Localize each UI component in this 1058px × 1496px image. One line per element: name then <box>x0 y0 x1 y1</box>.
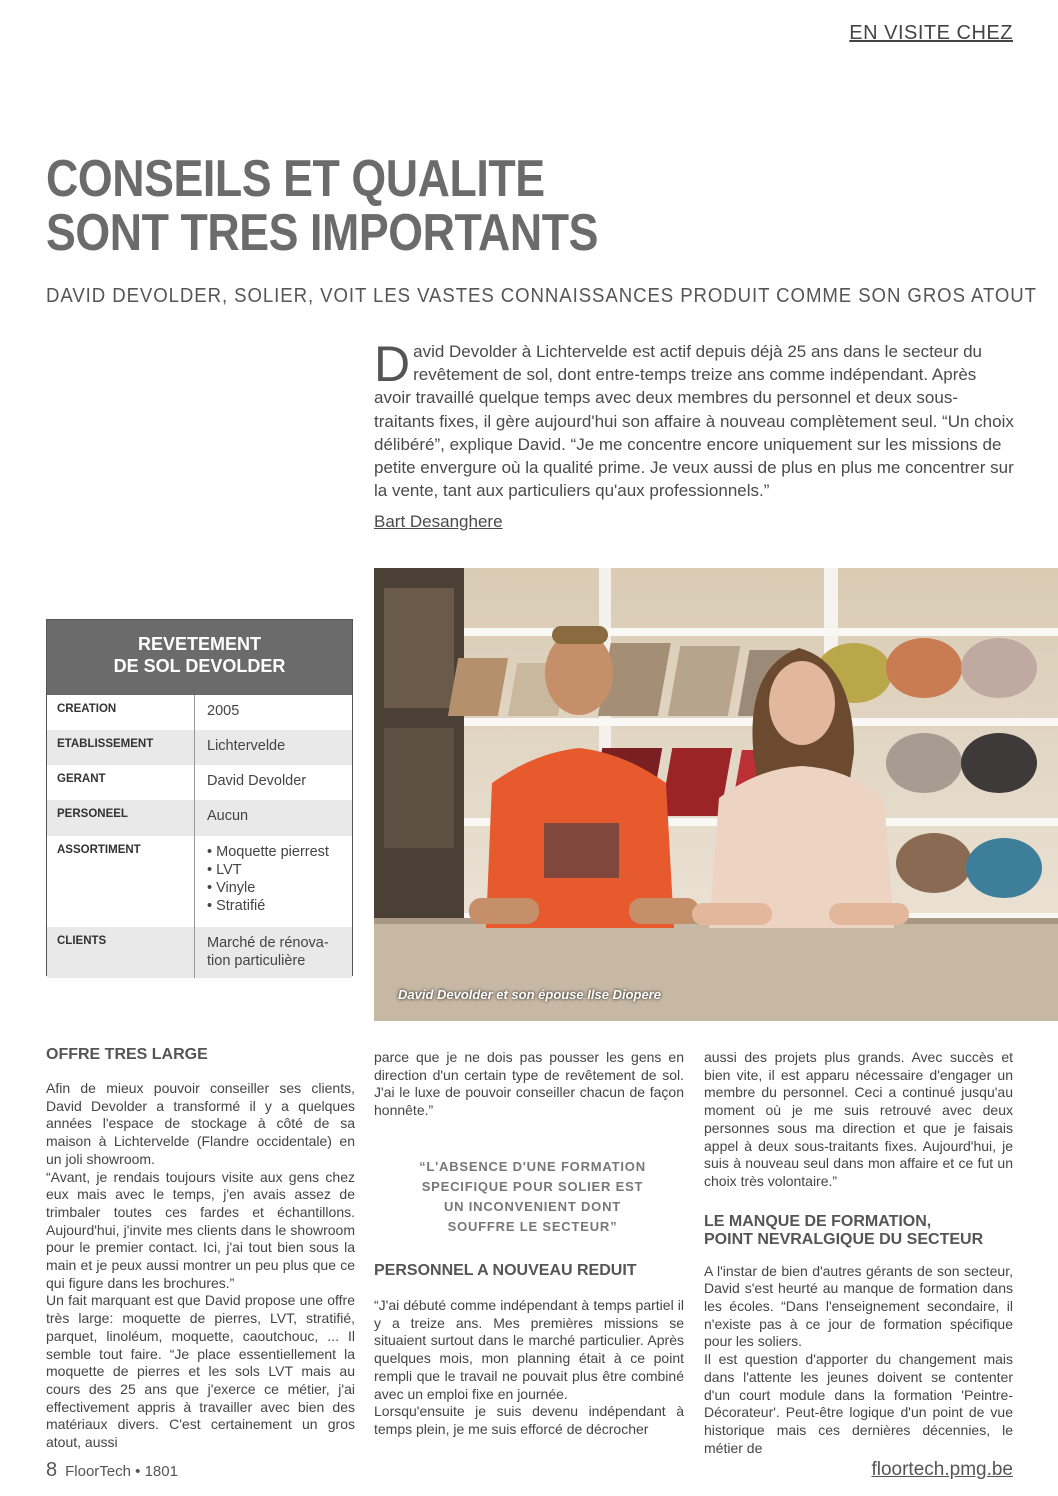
info-row-creation <box>47 695 352 730</box>
info-value-line: Marché de rénova- <box>207 935 329 951</box>
photo-caption: David Devolder et son épouse Ilse Diopere <box>398 987 661 1002</box>
column-2 <box>374 1049 684 1120</box>
intro-text: avid Devolder à Lichtervelde est actif depuis déjà 25 ans dans le secteur du revêtement de sol, dont entre-temps treize ans comme indépendant. Après avoir travaillé quelque temps avec deux membres du personnel et deux sous-traitants fixes, il gère aujourd'hui son affaire à nouveau complètement seul. “Un choix délibéré”, explique David. “Je me concentre encore uniquement sur les missions de petite envergure où la qualité prime. Je veux aussi de plus en plus me concentrer sur la vente, tant aux particuliers qu'aux professionnels.” <box>374 342 1014 501</box>
info-row-clients <box>47 927 352 978</box>
info-value <box>195 927 329 978</box>
website-link[interactable]: floortech.pmg.be <box>871 1459 1013 1480</box>
page-number: 8 <box>46 1459 58 1481</box>
page-footer-left <box>46 1459 178 1482</box>
list-item: • Moquette pierrest <box>207 843 329 861</box>
publication-name: FloorTech • 1801 <box>65 1463 178 1480</box>
list-item: • LVT <box>207 861 329 879</box>
title-line-1: CONSEILS ET QUALITE <box>46 150 545 208</box>
info-value <box>195 836 329 927</box>
info-key: GERANT <box>47 765 195 800</box>
info-value: David Devolder <box>207 773 307 789</box>
info-box-title <box>47 620 352 695</box>
info-title-line-2: DE SOL DEVOLDER <box>113 656 286 676</box>
heading-line: POINT NEVRALGIQUE DU SECTEUR <box>704 1230 984 1248</box>
title-line-2: SONT TRES IMPORTANTS <box>46 204 599 262</box>
drop-cap: D <box>374 336 411 392</box>
list-item: • Stratifié <box>207 897 329 915</box>
info-key: CREATION <box>47 695 195 730</box>
author-byline[interactable]: Bart Desanghere <box>374 512 503 531</box>
info-row-personeel <box>47 800 352 836</box>
info-key: ETABLISSEMENT <box>47 730 195 765</box>
paragraph: aussi des projets plus grands. Avec succès et bien vite, il est apparu nécessaire d'engager un membre du personnel. Ceci a continué jusqu'au moment où je me suis retrouvé avec deux personnes sous ma direction et que je faisais appel à deux sous-traitants fixes. Aujourd'hui, je suis à nouveau seul dans mon affaire et ce fut un choix très volontaire.” <box>704 1049 1013 1189</box>
section-heading: PERSONNEL A NOUVEAU REDUIT <box>374 1262 637 1279</box>
info-value: 2005 <box>207 703 240 719</box>
paragraph: Il est question d'apporter du changement mais dans l'attente les jeunes doivent se contenter d'un court module dans la formation 'Peintre-Décorateur'. Peut-être logique d'un point de vue historique mais ces dernières décennies, le métier de <box>704 1351 1013 1456</box>
section-tag: EN VISITE CHEZ <box>849 22 1013 44</box>
assortment-list <box>207 843 329 915</box>
paragraph: A l'instar de bien d'autres gérants de son secteur, David s'est heurté au manque de formation dans les écoles. “Dans l'enseignement secondaire, il n'existe pas à ce jour de formation spécifique pour les soliers. <box>704 1262 1013 1350</box>
article-intro <box>374 336 1014 502</box>
section-heading: OFFRE TRES LARGE <box>46 1046 208 1063</box>
column-1 <box>46 1046 355 1452</box>
column-2-lower <box>374 1262 684 1439</box>
info-row-assortiment <box>47 836 352 927</box>
info-key: PERSONEEL <box>47 800 195 836</box>
paragraph: “J'ai débuté comme indépendant à temps partiel il y a treize ans. Mes premières missions se situaient surtout dans le marché particulier. Après quelques mois, mon planning était à ce point rempli que le travail ne pouvait plus être combiné avec un emploi fixe en journée. <box>374 1297 684 1402</box>
paragraph: Afin de mieux pouvoir conseiller ses clients, David Devolder a transformé il y a quelques années l'espace de stockage à côté de sa maison à Lichtervelde (Flandre occidentale) en un joli showroom. <box>46 1080 355 1167</box>
company-info-box <box>46 619 353 976</box>
article-title <box>46 152 820 260</box>
info-value: Lichtervelde <box>207 738 286 754</box>
paragraph: Lorsqu'ensuite je suis devenu indépendant à temps plein, je me suis efforcé de décrocher <box>374 1403 684 1437</box>
info-value-line: tion particulière <box>207 953 306 969</box>
article-subtitle: DAVID DEVOLDER, SOLIER, VOIT LES VASTES CONNAISSANCES PRODUIT COMME SON GROS ATOUT <box>46 285 1037 307</box>
info-title-line-1: REVETEMENT <box>137 634 261 654</box>
section-heading <box>704 1213 1013 1249</box>
column-3 <box>704 1049 1013 1457</box>
info-key: ASSORTIMENT <box>47 836 195 927</box>
photo-illustration <box>374 568 1058 1021</box>
paragraph: parce que je ne dois pas pousser les gens en direction d'un certain type de revêtement de sol. J'ai le luxe de pouvoir conseiller chacun de façon honnête.” <box>374 1049 684 1119</box>
pull-quote: “L'ABSENCE D'UNE FORMATION SPECIFIQUE POUR SOLIER EST UN INCONVENIENT DONT SOUFFRE LE SECTEUR” <box>419 1159 646 1234</box>
info-value: Aucun <box>207 808 249 824</box>
info-key: CLIENTS <box>47 927 195 978</box>
info-row-etablissement <box>47 730 352 765</box>
paragraph: Un fait marquant est que David propose une offre très large: moquette de pierres, LVT, stratifié, parquet, linoléum, moquette, caoutchouc, ... Il semble tout faire. “Je place essentiellement la moquette de pierres et les sols LVT mais au cours des 25 ans que j'exerce ce métier, j'ai effectivement appris à travailler avec bien des matériaux divers. C'est certainement un gros atout, aussi <box>46 1292 355 1451</box>
article-photo <box>374 568 1058 1021</box>
list-item: • Vinyle <box>207 879 329 897</box>
paragraph: “Avant, je rendais toujours visite aux gens chez eux mais avec le temps, j'en avais assez de trimbaler toutes ces fardes et échantillons. Aujourd'hui, j'invite mes clients dans le showroom pour le premier contact. Ici, j'ai tout bien sous la main et je peux aussi montrer un peu plus que ce qui figure dans les brochures.” <box>46 1168 355 1291</box>
info-row-gerant <box>47 765 352 800</box>
heading-line: LE MANQUE DE FORMATION, <box>704 1212 932 1230</box>
